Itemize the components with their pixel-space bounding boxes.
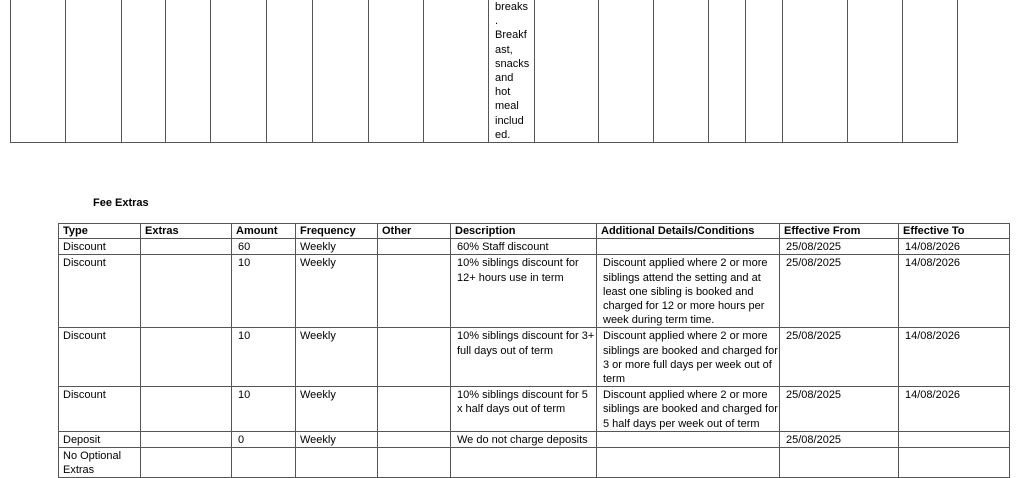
effective-from-cell: 25/08/2025 xyxy=(780,431,899,447)
details-cell: Discount applied where 2 or more siblings attend the setting and at least one sibling is booked and charged for 12 or more hours per week during term time. xyxy=(597,255,780,328)
wrapped-text-line: hot xyxy=(495,86,511,99)
amount-cell: 0 xyxy=(232,431,296,447)
type-cell: Deposit xyxy=(59,431,141,447)
effective-from-cell: 25/08/2025 xyxy=(780,328,899,387)
table-cell xyxy=(122,0,166,143)
type-cell: No Optional Extras xyxy=(59,448,141,478)
amount-cell: 60 xyxy=(232,239,296,255)
table-cell xyxy=(313,0,369,143)
type-cell: Discount xyxy=(59,239,141,255)
description-cell: 10% siblings discount for 12+ hours use in term xyxy=(451,255,597,328)
table-cell xyxy=(746,0,783,143)
wrapped-text-line: Breakf xyxy=(495,29,527,42)
wrapped-text-line: and xyxy=(495,72,514,85)
frequency-cell: Weekly xyxy=(296,387,378,432)
description-cell: 10% siblings discount for 5 x half days out of term xyxy=(451,387,597,432)
wrapped-text xyxy=(489,0,531,142)
header-frequency: Frequency xyxy=(296,224,378,239)
table-row xyxy=(59,387,1010,432)
details-cell: Discount applied where 2 or more siblings are booked and charged for 5 half days per week out of term xyxy=(597,387,780,432)
effective-from-cell: 25/08/2025 xyxy=(780,255,899,328)
other-cell xyxy=(378,255,451,328)
effective-from-cell: 25/08/2025 xyxy=(780,239,899,255)
description-cell: 10% siblings discount for 3+ full days out of term xyxy=(451,328,597,387)
table-cell xyxy=(11,0,66,143)
effective-to-cell xyxy=(899,431,1010,447)
wrapped-text-line: breaks xyxy=(495,1,529,13)
frequency-cell: Weekly xyxy=(296,255,378,328)
table-cell xyxy=(903,0,958,143)
header-effective-from: Effective From xyxy=(780,224,899,239)
details-cell: Discount applied where 2 or more siblings are booked and charged for 3 or more full days per week out of term xyxy=(597,328,780,387)
effective-to-cell: 14/08/2026 xyxy=(899,239,1010,255)
description-cell: 60% Staff discount xyxy=(451,239,597,255)
wrapped-text-line: . xyxy=(495,15,499,28)
description-cell: We do not charge deposits xyxy=(451,431,597,447)
description-cell xyxy=(451,448,597,478)
frequency-cell: Weekly xyxy=(296,239,378,255)
extras-cell xyxy=(141,431,232,447)
table-cell xyxy=(654,0,709,143)
table-cell xyxy=(66,0,122,143)
table-cell xyxy=(369,0,424,143)
table-row xyxy=(59,255,1010,328)
amount-cell xyxy=(232,448,296,478)
effective-to-cell xyxy=(899,448,1010,478)
wrapped-text-line: includ xyxy=(495,114,524,127)
type-cell: Discount xyxy=(59,387,141,432)
table-cell xyxy=(709,0,746,143)
table-row xyxy=(59,328,1010,387)
table-cell xyxy=(599,0,654,143)
wrapped-text-line: snacks xyxy=(495,57,530,70)
header-effective-to: Effective To xyxy=(899,224,1010,239)
type-cell: Discount xyxy=(59,255,141,328)
wrapped-text-cell xyxy=(489,0,535,143)
fee-extras-table xyxy=(58,223,1010,478)
table-cell xyxy=(783,0,848,143)
effective-to-cell: 14/08/2026 xyxy=(899,328,1010,387)
amount-cell: 10 xyxy=(232,328,296,387)
table-row xyxy=(59,239,1010,255)
table-cell xyxy=(211,0,267,143)
extras-cell xyxy=(141,448,232,478)
table-cell xyxy=(267,0,313,143)
type-cell: Discount xyxy=(59,328,141,387)
effective-from-cell: 25/08/2025 xyxy=(780,387,899,432)
header-description: Description xyxy=(451,224,597,239)
section-title-fee-extras: Fee Extras xyxy=(93,197,149,209)
header-type: Type xyxy=(59,224,141,239)
effective-to-cell: 14/08/2026 xyxy=(899,255,1010,328)
wrapped-text-line: ed. xyxy=(495,128,511,141)
frequency-cell: Weekly xyxy=(296,328,378,387)
header-additional-details: Additional Details/Conditions xyxy=(597,224,780,239)
details-cell xyxy=(597,239,780,255)
table-cell xyxy=(848,0,903,143)
other-cell xyxy=(378,448,451,478)
table-header-row xyxy=(59,224,1010,239)
wrapped-text-line: meal xyxy=(495,100,519,113)
header-other: Other xyxy=(378,224,451,239)
effective-to-cell: 14/08/2026 xyxy=(899,387,1010,432)
amount-cell: 10 xyxy=(232,255,296,328)
other-cell xyxy=(378,431,451,447)
table-row xyxy=(59,448,1010,478)
header-amount: Amount xyxy=(232,224,296,239)
table-cell xyxy=(535,0,599,143)
extras-cell xyxy=(141,255,232,328)
other-cell xyxy=(378,387,451,432)
extras-cell xyxy=(141,239,232,255)
other-cell xyxy=(378,328,451,387)
details-cell xyxy=(597,448,780,478)
amount-cell: 10 xyxy=(232,387,296,432)
table-row xyxy=(11,0,958,143)
frequency-cell: Weekly xyxy=(296,431,378,447)
table-cell xyxy=(166,0,211,143)
wrapped-text-line: ast, xyxy=(495,43,513,56)
other-cell xyxy=(378,239,451,255)
previous-fee-table-fragment xyxy=(10,0,958,143)
extras-cell xyxy=(141,387,232,432)
frequency-cell xyxy=(296,448,378,478)
header-extras: Extras xyxy=(141,224,232,239)
extras-cell xyxy=(141,328,232,387)
details-cell xyxy=(597,431,780,447)
table-cell xyxy=(424,0,489,143)
table-row xyxy=(59,431,1010,447)
effective-from-cell xyxy=(780,448,899,478)
